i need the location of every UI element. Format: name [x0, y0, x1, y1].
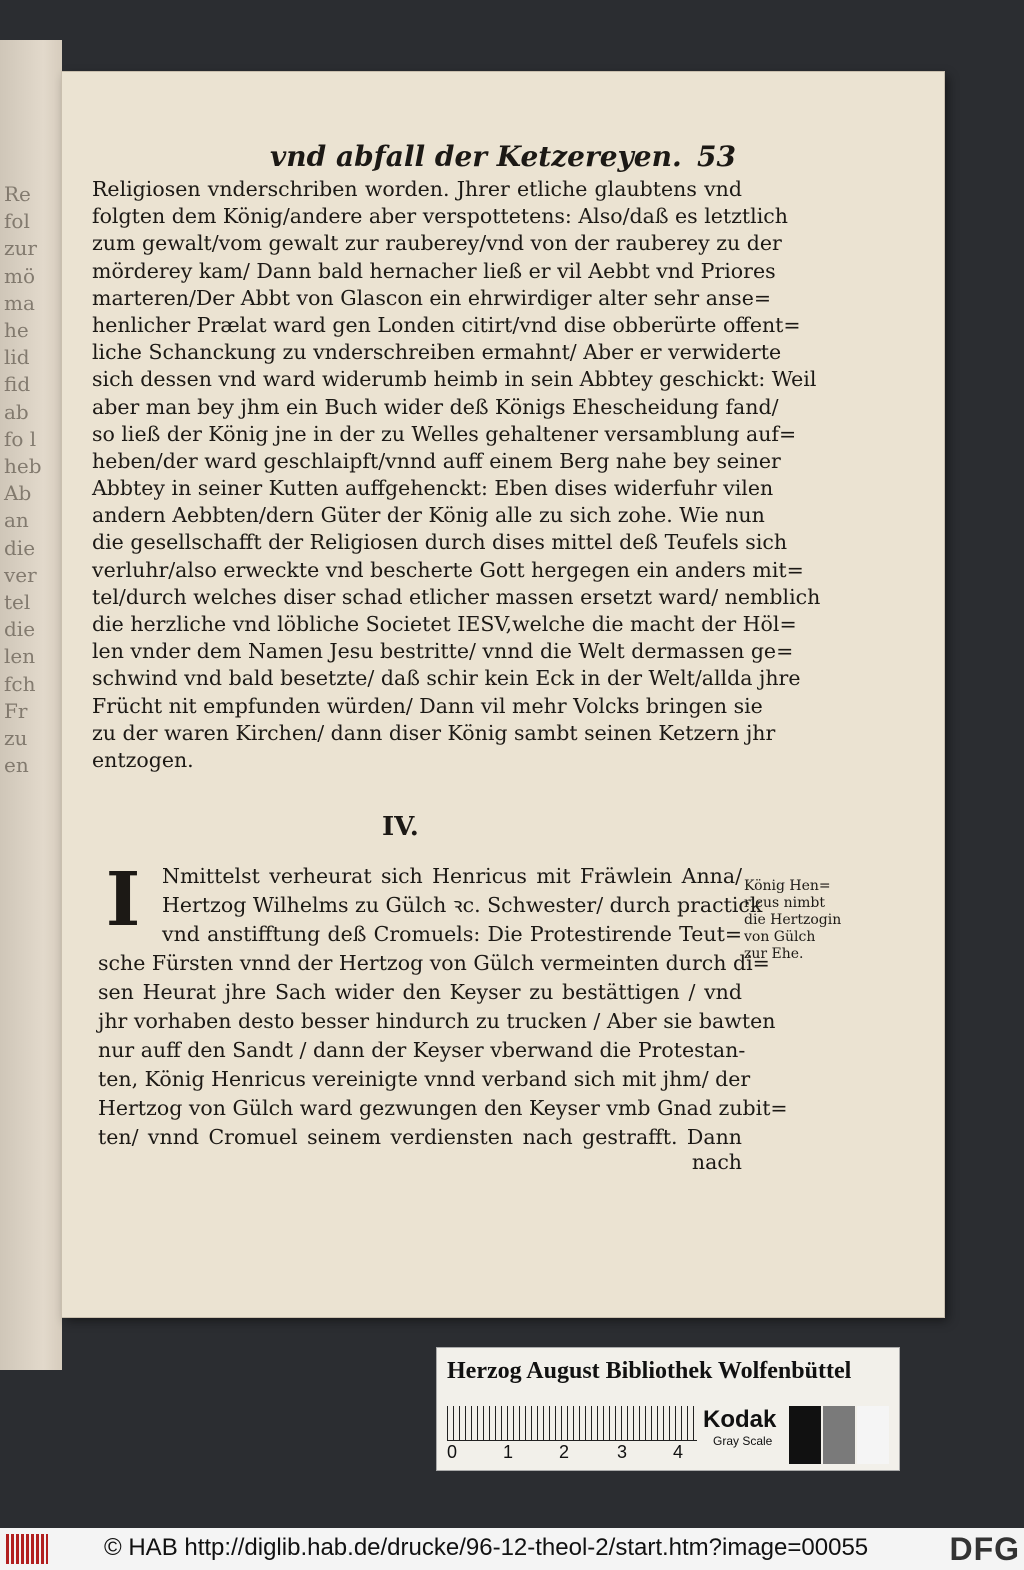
text-line: sche Fürsten vnnd der Hertzog von Gülch vermeinten durch di= [98, 951, 770, 975]
footer-bar [0, 1528, 1024, 1570]
gray-scale-label: Gray Scale [713, 1434, 773, 1448]
left-page-fragment: ab [4, 399, 29, 424]
text-line: mörderey kam/ Dann bald hernacher ließ er vil Aebbt vnd Priores [92, 258, 776, 283]
text-line: marteren/Der Abbt von Glascon ein ehrwirdiger alter sehr anse= [92, 285, 772, 310]
text-line: folgten dem König/andere aber verspottetens: Also/daß es letztlich [92, 204, 788, 229]
text-line: Frücht nit empfunden würden/ Dann vil mehr Volcks bringen sie [92, 693, 763, 718]
ruler-scale [447, 1406, 697, 1441]
footer-url[interactable]: © HAB http://diglib.hab.de/drucke/96-12-theol-2/start.htm?image=00055 [104, 1534, 869, 1561]
left-page-fragment: Fr [4, 698, 28, 723]
text-line: verluhr/also erweckte vnd bescherte Gott hergegen ein anders mit= [92, 557, 804, 582]
dfg-logo: DFG [949, 1531, 1020, 1567]
marginal-note [744, 878, 840, 963]
text-line: die herzliche vnd löbliche Societet IESV,welche die macht der Höl= [92, 612, 797, 636]
library-name: Herzog August Bibliothek Wolfenbüttel [447, 1358, 852, 1384]
barcode-icon [6, 1534, 48, 1564]
left-page-fragment: die [4, 617, 36, 642]
swatch-black [789, 1406, 821, 1464]
section-number: IV. [382, 812, 419, 842]
left-page-fragment: heb [4, 454, 42, 478]
text-line: Hertzog Wilhelms zu Gülch ꝛc. Schwester/ durch practick [162, 893, 763, 917]
left-page-fragment: ver [4, 562, 37, 587]
paragraph-1 [92, 176, 821, 774]
text-line: jhr vorhaben desto besser hindurch zu trucken / Aber sie bawten [98, 1009, 776, 1033]
marginal-note-line: König Hen= [744, 878, 831, 894]
left-page-fragment: en [4, 753, 29, 778]
text-line: Hertzog von Gülch ward gezwungen den Keyser vmb Gnad zubit= [98, 1096, 788, 1120]
text-line: Nmittelst verheurat sich Henricus mit Fräwlein Anna/ [162, 864, 742, 888]
ruler-label: 4 [673, 1442, 684, 1462]
swatch-gray [823, 1406, 855, 1464]
ruler-label: 0 [447, 1442, 458, 1462]
catchword: nach [691, 1150, 742, 1174]
text-line: vnd anstifftung deß Cromuels: Die Protestirende Teut= [162, 922, 742, 946]
text-line: heben/der ward geschlaipft/vnnd auff einem Berg nahe bey seiner [92, 448, 781, 473]
swatch-white [857, 1406, 889, 1464]
text-line: liche Schanckung zu vnderschreiben ermahnt/ Aber er verwiderte [92, 340, 782, 365]
marginal-note-line: die Hertzogin [744, 912, 842, 928]
left-page-fragment: zur [4, 236, 37, 261]
running-head-title: vnd abfall der Ketzereyen. [270, 140, 682, 173]
left-page-fragment: len [4, 644, 36, 669]
left-page-fragment: Ab [4, 481, 32, 506]
left-page-fragment: die [4, 535, 36, 560]
left-page-fragment: ma [4, 290, 35, 315]
left-page-edge [0, 40, 62, 1370]
left-page-fragment: fch [4, 671, 36, 696]
text-line: len vnder dem Namen Jesu bestritte/ vnnd die Welt dermassen ge= [92, 639, 794, 664]
text-line: schwind vnd bald besetzte/ daß schir kein Eck in der Welt/allda jhre [92, 666, 801, 691]
text-line: zu der waren Kirchen/ dann diser König sambt seinen Ketzern jhr [92, 720, 776, 745]
text-line: ten/ vnnd Cromuel seinem verdiensten nach gestrafft. Dann [98, 1125, 742, 1149]
text-line: henlicher Prælat ward gen Londen citirt/vnd dise obberürte offent= [92, 312, 801, 337]
marginal-note-line: ricus nimbt [744, 895, 826, 911]
text-line: die gesellschafft der Religiosen durch dises mittel deß Teufels sich [92, 530, 788, 555]
text-line: ten, König Henricus vereinigte vnnd verband sich mit jhm/ der [98, 1067, 751, 1091]
text-line: Abbtey in seiner Kutten auffgehenckt: Eben dises widerfuhr vilen [92, 476, 774, 501]
left-page-fragment: fid [4, 372, 31, 397]
decorated-initial: I [105, 857, 141, 943]
left-page-fragment: fo l [4, 426, 37, 451]
color-calibration-bar [436, 1347, 900, 1471]
left-page-fragment: he [4, 318, 29, 342]
text-line: zum gewalt/vom gewalt zur rauberey/vnd von der rauberey zu der [92, 231, 782, 256]
text-line: sich dessen vnd ward widerumb heimb in sein Abbtey geschickt: Weil [92, 367, 817, 392]
ruler-label: 1 [503, 1442, 514, 1462]
left-page-fragment: Re [4, 182, 31, 206]
text-line: Religiosen vnderschriben worden. Jhrer etliche glaubtens vnd [92, 177, 742, 201]
text-line: tel/durch welches diser schad etlicher massen ersetzt ward/ nemblich [92, 584, 821, 609]
text-line: andern Aebbten/dern Güter der König alle zu sich zohe. Wie nun [92, 503, 765, 528]
left-page-fragment: zu [4, 726, 28, 750]
left-page-fragment: fol [4, 209, 30, 234]
page-number: 53 [697, 140, 736, 173]
left-page-fragment: tel [4, 590, 31, 614]
text-line: nur auff den Sandt / dann der Keyser vberwand die Protestan- [98, 1038, 746, 1062]
kodak-label: Kodak [703, 1406, 777, 1433]
text-line: so ließ der König jne in der zu Welles gehaltener versamblung auf= [92, 421, 797, 446]
left-page-fragment: lid [4, 345, 30, 370]
left-page-fragment: mö [4, 263, 36, 288]
ruler-label: 2 [559, 1442, 570, 1462]
running-head [270, 140, 740, 180]
text-line: sen Heurat jhre Sach wider den Keyser zu bestättigen / vnd [98, 980, 742, 1004]
text-line: entzogen. [92, 747, 194, 772]
text-line: aber man bey jhm ein Buch wider deß Königs Ehescheidung fand/ [92, 394, 779, 419]
left-page-fragment: an [4, 508, 29, 533]
marginal-note-line: von Gülch [744, 929, 816, 945]
marginal-note-line: zur Ehe. [744, 946, 804, 962]
ruler-label: 3 [617, 1442, 628, 1462]
